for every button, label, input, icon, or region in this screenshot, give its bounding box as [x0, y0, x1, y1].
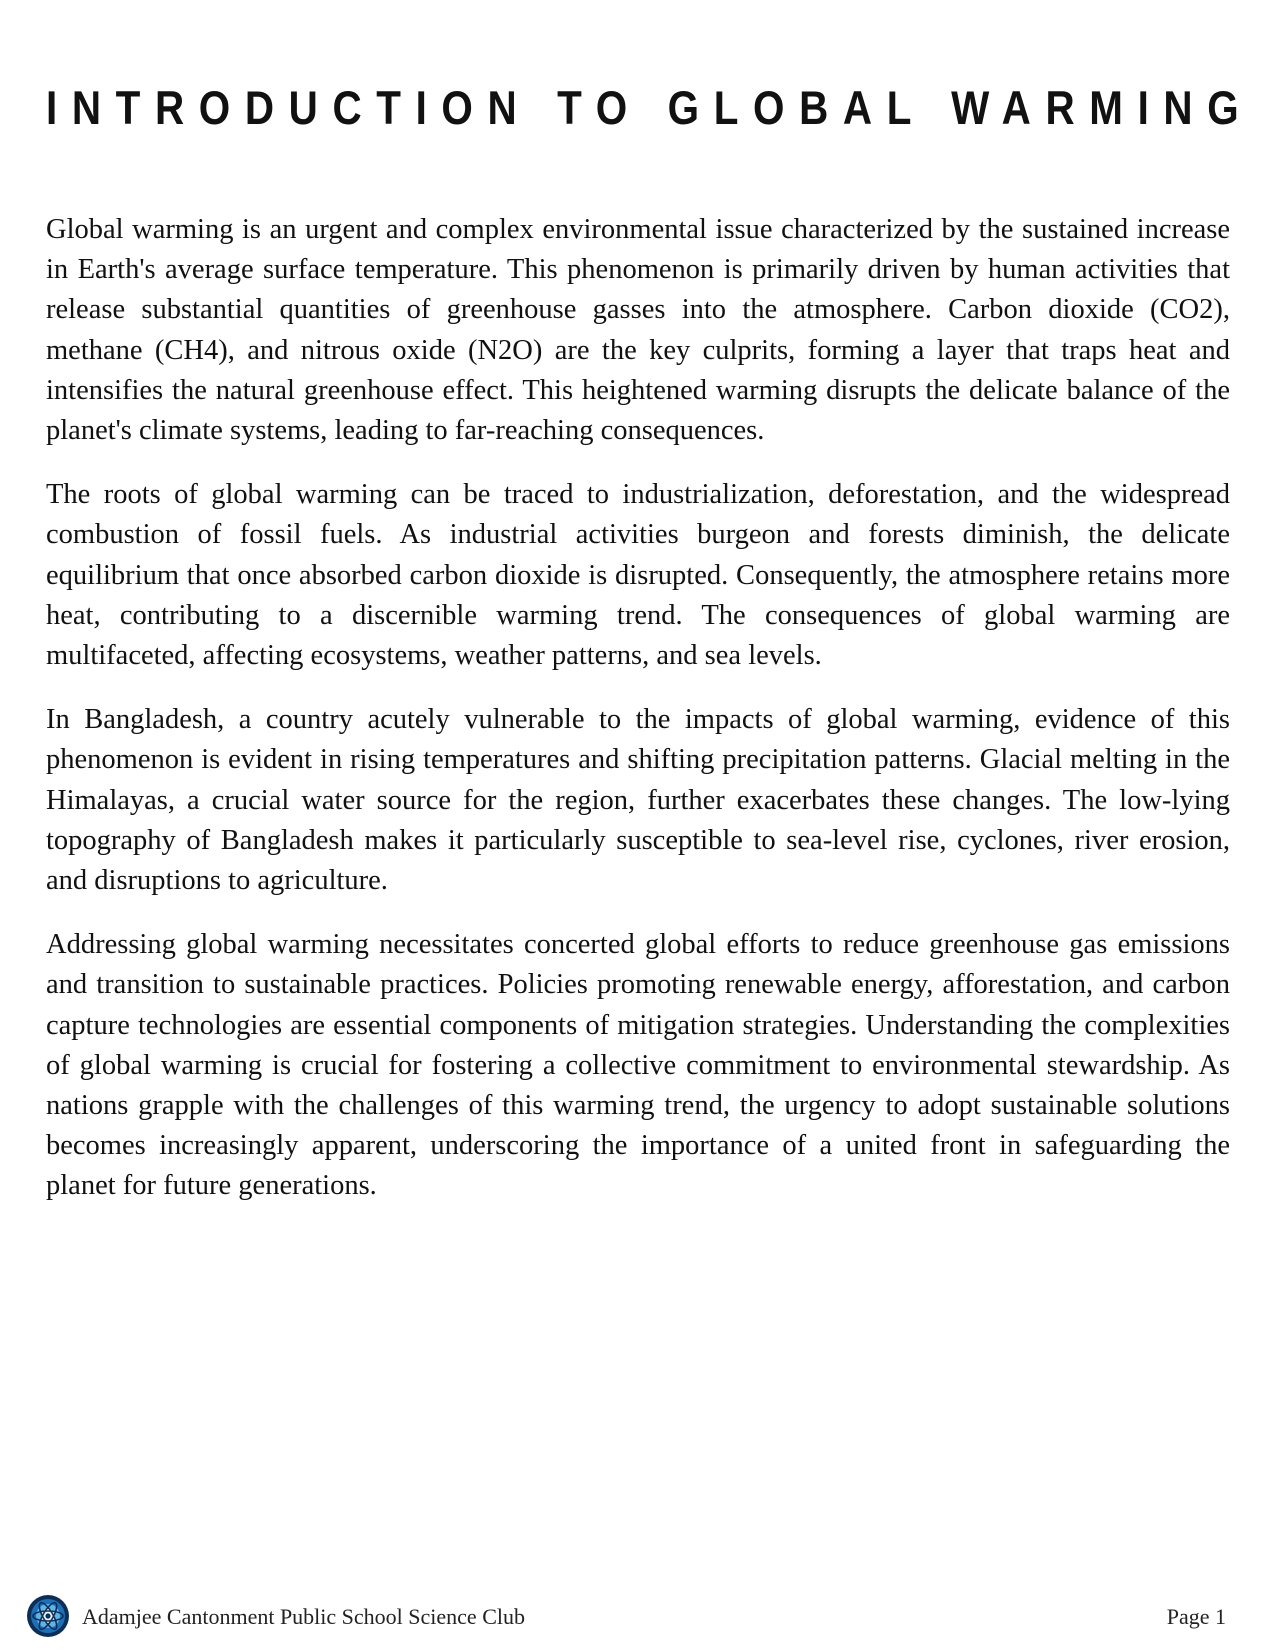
page-number: Page 1: [1166, 1604, 1226, 1629]
paragraph-4: Addressing global warming necessitates concerted global efforts to reduce greenhouse gas emissions and transition to sustainable practices. Policies promoting renewable energy, afforestation, and carbon capture technologies are essential components of mitigation strategies. Understanding the complexities of global warming is crucial for fostering a collective commitment to environmental stewardship. As nations grapple with the challenges of this warming trend, the urgency to adopt sustainable solutions becomes increasingly apparent, underscoring the importance of a united front in safeguarding the planet for future generations.: [46, 929, 1230, 1202]
page-footer: [26, 1594, 1226, 1642]
paragraph-2: The roots of global warming can be traced to industrialization, deforestation, and the widespread combustion of fossil fuels. As industrial activities burgeon and forests diminish, the delicate equilibrium that once absorbed carbon dioxide is disrupted. Consequently, the atmosphere retains more heat, contributing to a discernible warming trend. The consequences of global warming are multifaceted, affecting ecosystems, weather patterns, and sea levels.: [46, 479, 1230, 672]
document-body: [46, 210, 1230, 1231]
paragraph-3: In Bangladesh, a country acutely vulnerable to the impacts of global warming, evidence of this phenomenon is evident in rising temperatures and shifting precipitation patterns. Glacial melting in the Himalayas, a crucial water source for the region, further exacerbates these changes. The low-lying topography of Bangladesh makes it particularly susceptible to sea-level rise, cyclones, river erosion, and disruptions to agriculture.: [46, 704, 1230, 897]
science-club-logo-icon: [26, 1594, 70, 1638]
page-title: INTRODUCTION TO GLOBAL WARMING: [46, 81, 1254, 134]
footer-organization: Adamjee Cantonment Public School Science Club: [82, 1604, 525, 1629]
paragraph-1: Global warming is an urgent and complex environmental issue characterized by the sustained increase in Earth's average surface temperature. This phenomenon is primarily driven by human activities that release substantial quantities of greenhouse gasses into the atmosphere. Carbon dioxide (CO2), methane (CH4), and nitrous oxide (N2O) are the key culprits, forming a layer that traps heat and intensifies the natural greenhouse effect. This heightened warming disrupts the delicate balance of the planet's climate systems, leading to far-reaching consequences.: [46, 214, 1230, 447]
